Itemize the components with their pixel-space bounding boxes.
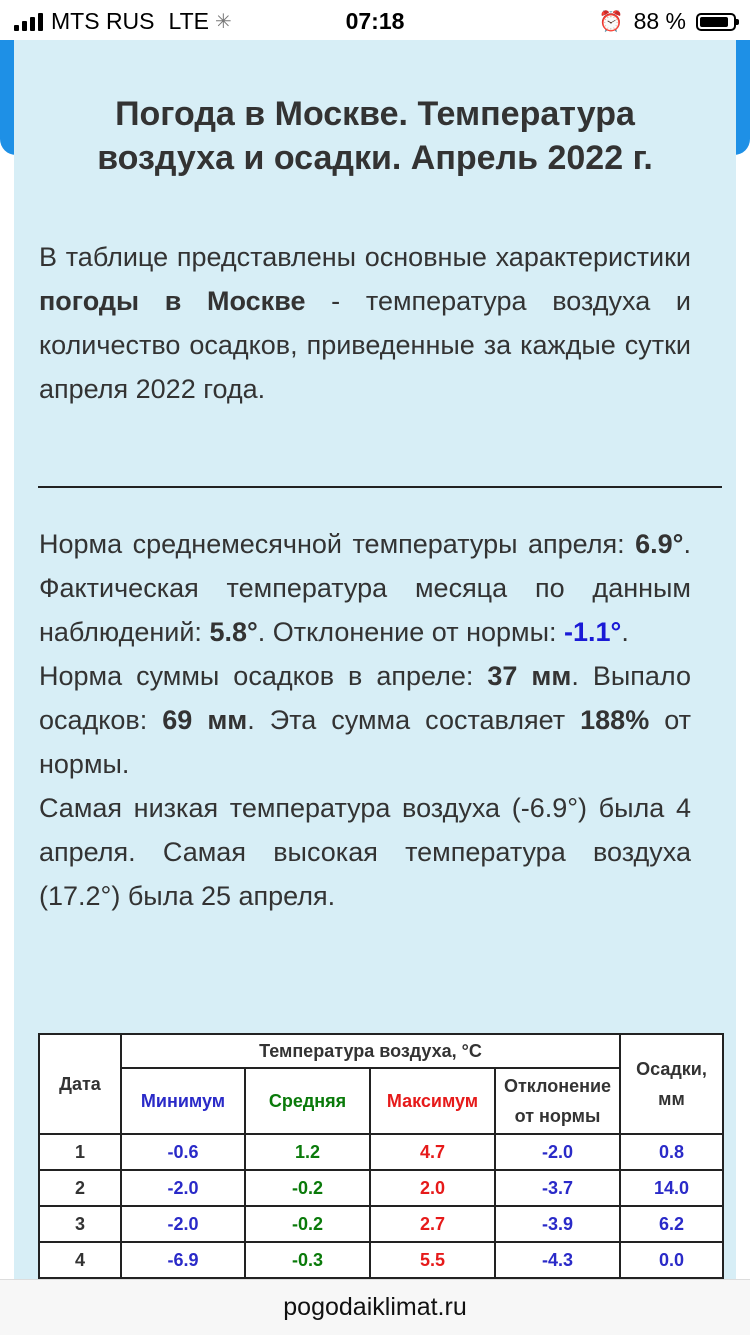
intro-text-after: - температура воздуха и количество осадков, приведенные за каждые сутки апреля 2022 года.: [39, 286, 692, 404]
table-row: [39, 1242, 723, 1278]
loading-spinner-icon: ✳: [214, 11, 232, 33]
cell-min: -2.0: [121, 1170, 245, 1206]
header-precipitation: Осадки, мм: [620, 1034, 723, 1134]
cell-avg: -0.2: [245, 1170, 370, 1206]
extremes-summary: Самая низкая температура воздуха (-6.9°) была 4 апреля. Самая высокая температура воздуха (17.2°) была 25 апреля.: [39, 793, 691, 911]
precipitation-summary: [39, 654, 691, 786]
alarm-clock-icon: ⏰: [598, 11, 624, 33]
header-deviation: Отклонение от нормы: [495, 1068, 620, 1134]
actual-temperature: 5.8°: [209, 617, 258, 647]
stat-text: . Выпало осадков:: [39, 661, 691, 735]
divider: [38, 486, 722, 488]
content-card: [14, 40, 736, 1280]
cell-deviation: -3.9: [495, 1206, 620, 1242]
cell-deviation: -3.7: [495, 1170, 620, 1206]
cell-date: 1: [39, 1134, 121, 1170]
norm-precipitation: 37 мм: [487, 661, 572, 691]
table-row: [39, 1134, 723, 1170]
header-avg: Средняя: [245, 1068, 370, 1134]
table-row: [39, 1170, 723, 1206]
header-max: Максимум: [370, 1068, 495, 1134]
decorative-edge-right: [734, 40, 750, 155]
cell-min: -0.6: [121, 1134, 245, 1170]
stat-text: .: [621, 617, 629, 647]
cell-avg: -0.2: [245, 1206, 370, 1242]
cell-deviation: -2.0: [495, 1134, 620, 1170]
address-bar-url[interactable]: pogodaiklimat.ru: [283, 1293, 467, 1321]
cell-max: 5.5: [370, 1242, 495, 1278]
stat-text: . Отклонение от нормы:: [257, 617, 564, 647]
carrier-name: MTS RUS: [51, 8, 155, 34]
cell-precipitation: 0.8: [620, 1134, 723, 1170]
cell-avg: -0.3: [245, 1242, 370, 1278]
network-type: LTE: [168, 8, 209, 34]
header-min: Минимум: [121, 1068, 245, 1134]
cell-max: 2.0: [370, 1170, 495, 1206]
status-bar: [0, 0, 750, 40]
status-time: 07:18: [345, 8, 405, 34]
stat-text: . Фактическая температура месяца по данным наблюдений:: [39, 529, 691, 647]
stat-text: . Эта сумма составляет: [247, 705, 581, 735]
cell-precipitation: 0.0: [620, 1242, 723, 1278]
cell-precipitation: 6.2: [620, 1206, 723, 1242]
precipitation-percent: 188%: [580, 705, 650, 735]
intro-text-bold: погоды в Москве: [39, 286, 306, 316]
header-date: Дата: [39, 1034, 121, 1134]
stat-text: от нормы.: [39, 705, 692, 779]
weather-table: [38, 1033, 724, 1279]
address-bar[interactable]: [0, 1279, 750, 1335]
temperature-summary: [39, 522, 691, 654]
table-row: [39, 1206, 723, 1242]
stat-text: Норма среднемесячной температуры апреля:: [39, 529, 636, 559]
cell-date: 2: [39, 1170, 121, 1206]
cell-max: 4.7: [370, 1134, 495, 1170]
header-temperature-group: Температура воздуха, °C: [121, 1034, 620, 1068]
norm-temperature: 6.9°: [635, 529, 684, 559]
cell-deviation: -4.3: [495, 1242, 620, 1278]
intro-paragraph: [39, 235, 691, 411]
battery-percent: 88 %: [633, 8, 686, 34]
intro-text-before: В таблице представлены основные характеристики: [39, 242, 691, 272]
actual-precipitation: 69 мм: [162, 705, 248, 735]
battery-fill: [700, 17, 728, 27]
cell-precipitation: 14.0: [620, 1170, 723, 1206]
weather-table-wrapper: [38, 1033, 722, 1279]
stat-text: Норма суммы осадков в апреле:: [39, 661, 488, 691]
cell-date: 4: [39, 1242, 121, 1278]
cell-date: 3: [39, 1206, 121, 1242]
page-title: Погода в Москве. Температура воздуха и осадки. Апрель 2022 г.: [97, 95, 653, 177]
cell-avg: 1.2: [245, 1134, 370, 1170]
battery-icon: [696, 13, 736, 31]
cell-min: -2.0: [121, 1206, 245, 1242]
cell-min: -6.9: [121, 1242, 245, 1278]
status-right: [599, 8, 736, 35]
stats-section: [39, 522, 691, 918]
cell-max: 2.7: [370, 1206, 495, 1242]
temperature-deviation: -1.1°: [563, 617, 622, 647]
